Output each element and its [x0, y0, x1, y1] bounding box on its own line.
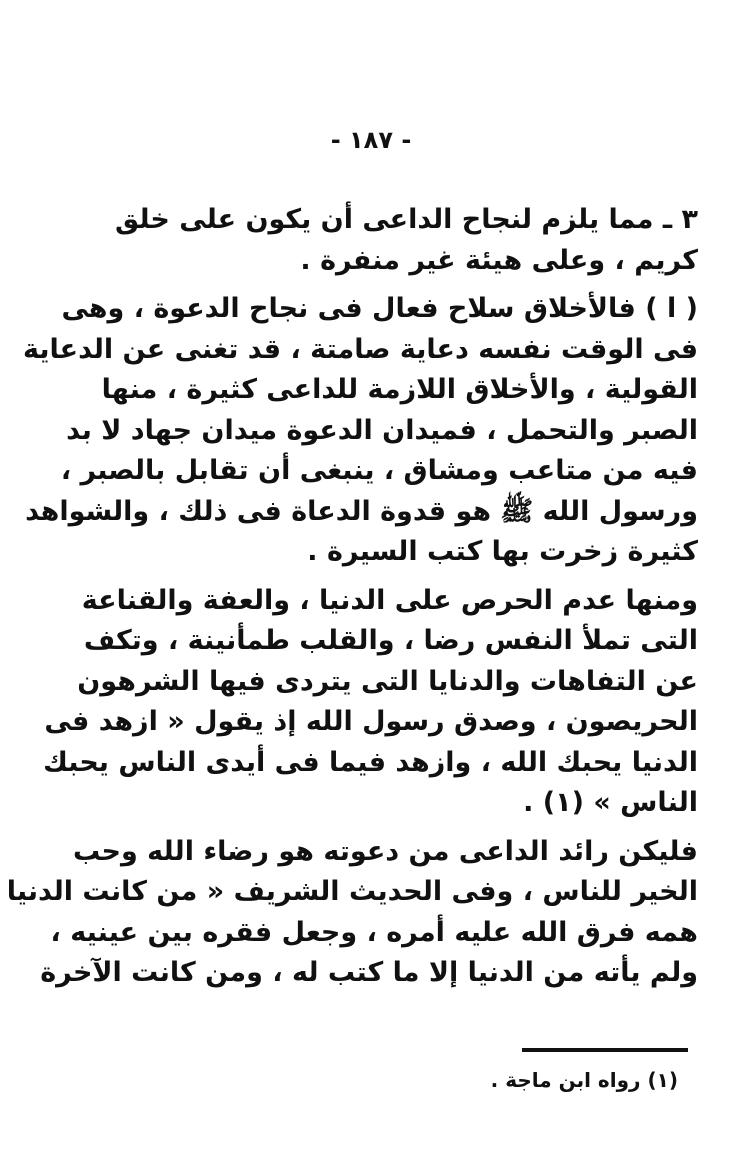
page-number: - ١٨٧ - [330, 126, 412, 154]
paragraph-1 [64, 200, 698, 281]
text-line: ولم يأته من الدنيا إلا ما كتب له ، ومن كانت الآخرة [40, 957, 698, 988]
paragraph-4 [6, 832, 698, 994]
text-line: الخير للناس ، وفى الحديث الشريف « من كانت الدنيا [6, 876, 698, 907]
text-line: الدنيا يحبك الله ، وازهد فيما فى أيدى الناس يحبك [43, 746, 698, 778]
text-line: الحريصون ، وصدق رسول الله إذ يقول « ازهد فى [44, 706, 698, 737]
text-line: كثيرة زخرت بها كتب السيرة . [307, 536, 698, 567]
footnote: (١) رواه ابن ماجة . [490, 1068, 678, 1092]
text-line: عن التفاهات والدنايا التى يتردى فيها الشرهون [77, 665, 698, 697]
text-line: همه فرق الله عليه أمره ، وجعل فقره بين عينيه ، [50, 916, 698, 948]
text-line: ومنها عدم الحرص على الدنيا ، والعفة والقناعة [81, 584, 698, 616]
text-line: فليكن رائد الداعى من دعوته هو رضاء الله وحب [72, 835, 698, 867]
paragraph-3 [43, 581, 698, 824]
text-line: ( ا ) فالأخلاق سلاح فعال فى نجاح الدعوة ، وهى [61, 293, 698, 324]
text-line: ورسول الله ﷺ هو قدوة الدعاة فى ذلك ، والشواهد [25, 495, 698, 527]
paragraph-2 [23, 289, 698, 573]
text-line: كريم ، وعلى هيئة غير منفرة . [300, 244, 698, 276]
body-text [6, 200, 698, 1002]
text-line: التى تملأ النفس رضا ، والقلب طمأنينة ، وتكف [83, 625, 698, 656]
footnote-divider [522, 1048, 688, 1052]
text-line: الصبر والتحمل ، فميدان الدعوة ميدان جهاد لا بد [66, 414, 698, 446]
text-line: الناس » (١) . [523, 787, 698, 818]
text-line: ٣ ـ مما يلزم لنجاح الداعى أن يكون على خلق [115, 204, 698, 235]
text-line: فيه من متاعب ومشاق ، ينبغى أن تقابل بالصبر ، [60, 455, 698, 486]
text-line: فى الوقت نفسه دعاية صامتة ، قد تغنى عن الدعاية [23, 333, 698, 365]
text-line: القولية ، والأخلاق اللازمة للداعى كثيرة ، منها [101, 374, 698, 405]
